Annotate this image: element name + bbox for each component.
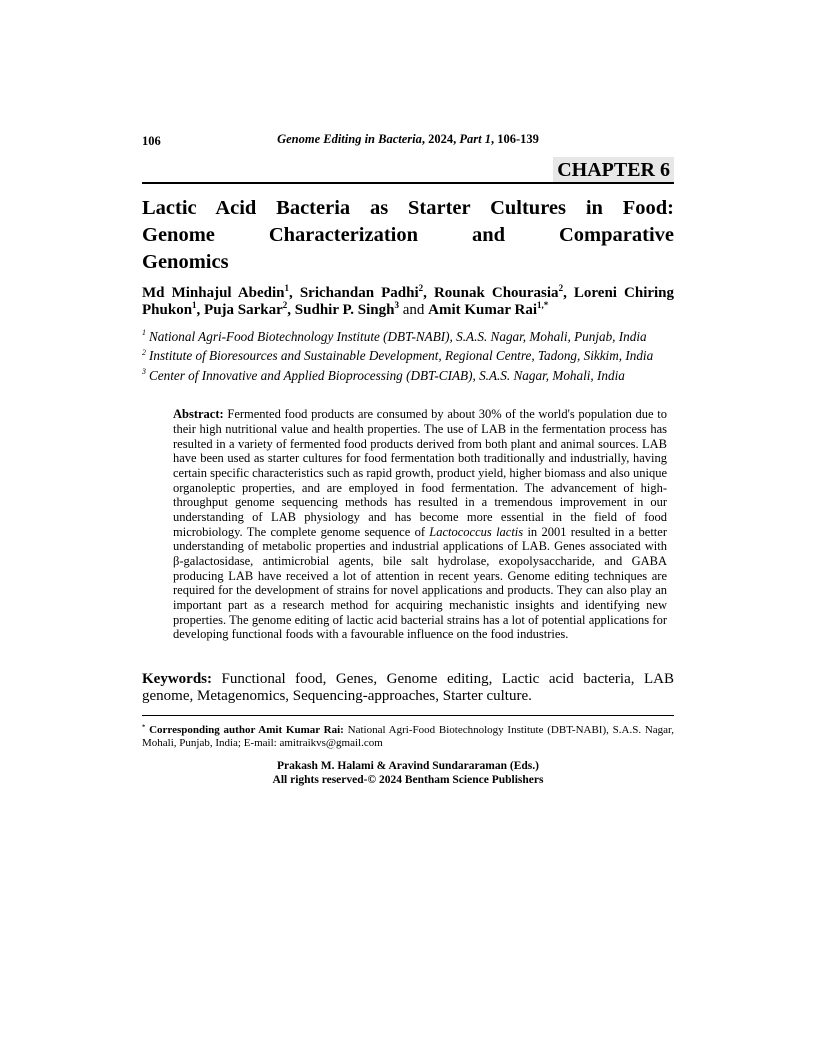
affiliation-3 bbox=[142, 366, 674, 386]
affiliation-2-marker: 2 bbox=[142, 347, 146, 357]
chapter-banner-row bbox=[142, 157, 674, 184]
affiliation-3-text: Center of Innovative and Applied Bioprocessing (DBT-CIAB), S.A.S. Nagar, Mohali, India bbox=[148, 367, 625, 383]
chapter-badge: CHAPTER 6 bbox=[553, 157, 674, 182]
journal-reference: Genome Editing in Bacteria, 2024, Part 1, 106-139 bbox=[277, 132, 539, 146]
affiliation-2 bbox=[142, 346, 674, 366]
corresponding-author-note bbox=[142, 724, 674, 750]
author-list: Md Minhajul Abedin$^1$, Srichandan Padhi$^2$, Rounak Chourasia$^2$, Loreni Chiring Phukon$^1$, Puja Sarkar$^2$, Sudhir P. Singh$^3$ and Amit Kumar Rai$^{1,*}$ bbox=[142, 283, 675, 318]
running-head bbox=[142, 0, 674, 148]
affiliation-2-text: Institute of Bioresources and Sustainable Development, Regional Centre, Tadong, Sikkim, India bbox=[148, 348, 654, 364]
footnote-marker: * bbox=[142, 723, 146, 731]
footnote-text: Corresponding author Amit Kumar Rai: National Agri-Food Biotechnology Institute (DBT-NABI), S.A.S. Nagar, Mohali, Punjab, India; E-mail: amitraikvs@gmail.com bbox=[142, 724, 675, 750]
affiliation-1-text: National Agri-Food Biotechnology Institute (DBT-NABI), S.A.S. Nagar, Mohali, Punjab, India bbox=[148, 328, 647, 344]
keywords-paragraph: Keywords: Functional food, Genes, Genome editing, Lactic acid bacteria, LAB genome, Metagenomics, Sequencing-approaches, Starter culture. bbox=[142, 670, 674, 705]
chapter-title-line-2: Genome Characterization and Comparative bbox=[142, 224, 674, 246]
affiliation-list bbox=[142, 327, 674, 386]
footnote-divider bbox=[142, 715, 674, 716]
editors-line: Prakash M. Halami & Aravind Sundararaman (Eds.) bbox=[277, 760, 539, 773]
page-number: 106 bbox=[142, 134, 161, 148]
chapter-title-line-1: Lactic Acid Bacteria as Starter Cultures in Food: bbox=[142, 197, 674, 219]
chapter-title bbox=[142, 195, 674, 276]
affiliation-1-marker: 1 bbox=[142, 328, 146, 338]
chapter-title-line-3: Genomics bbox=[142, 251, 229, 273]
abstract-paragraph: Abstract: Fermented food products are consumed by about 30% of the world's population due to their high nutritional value and health properties. The use of LAB in the fermentation process has resulted in a variety of fermented food products derived from both plant and animal sources. LAB have been used as starter cultures for food fermentation both traditionally and industrially, having certain specific characteristics such as rapid growth, product yield, higher biomass and also unique organoleptic properties, and are employed in food fermentation. The advancement of high-throughput genome sequencing methods has resulted in a tremendous improvement in our understanding of LAB physiology and has become more essential in the field of food microbiology. The complete genome sequence of Lactococcus lactis in 2001 resulted in a better understanding of metabolic properties and industrial applications of LAB. Genes associated with β-galactosidase, antimicrobial agents, bile salt hydrolase, exopolysaccharide, and GABA producing LAB have received a lot of attention in recent years. Genome editing techniques are required for the development of strains for novel applications and products. They can also play an important part as a research method for acquiring mechanistic insights and identifying new properties. The genome editing of lactic acid bacterial strains has a lot of potential applications for developing functional foods with a favourable influence on the food industries. bbox=[173, 407, 667, 642]
page-content bbox=[142, 0, 674, 788]
publisher-footer bbox=[142, 760, 674, 788]
copyright-line: All rights reserved-© 2024 Bentham Science Publishers bbox=[272, 773, 544, 786]
affiliation-1 bbox=[142, 327, 674, 347]
affiliation-3-marker: 3 bbox=[142, 367, 146, 377]
